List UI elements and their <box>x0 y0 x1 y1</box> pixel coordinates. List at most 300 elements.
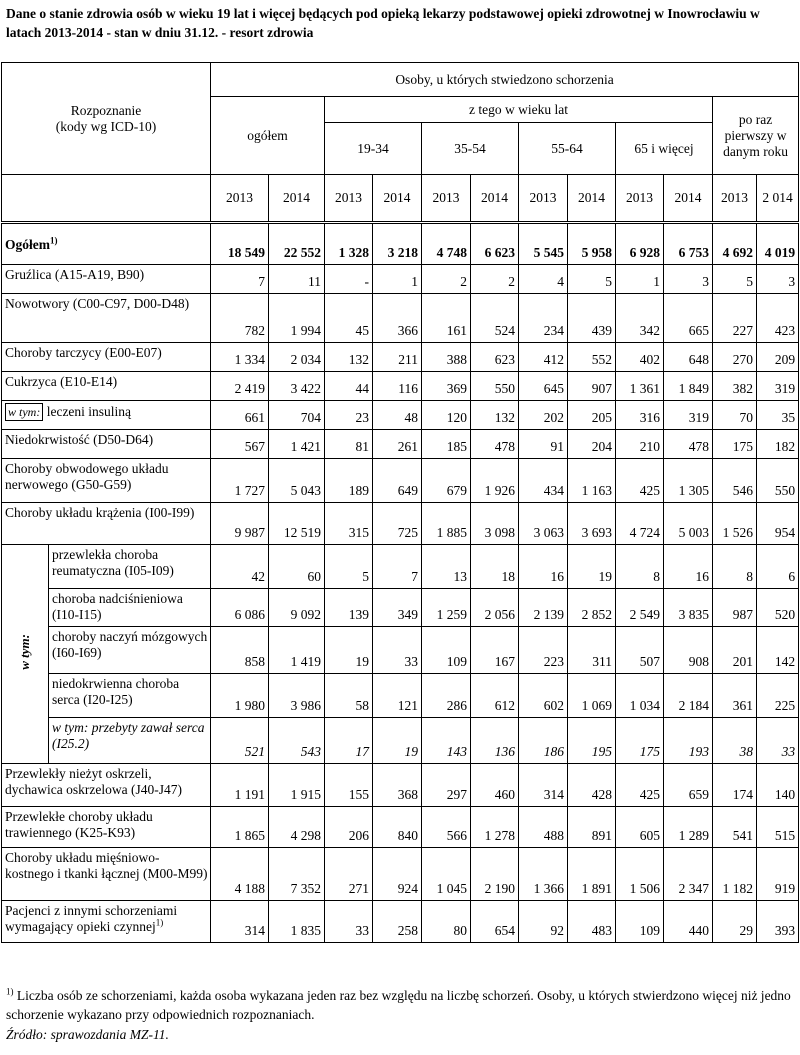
table-cell: 439 <box>568 294 616 343</box>
table-cell: 478 <box>664 430 713 459</box>
table-cell: 1 926 <box>471 459 519 503</box>
row-label-text: Przewlekłe choroby układu trawiennego (K25-K93) <box>5 809 153 840</box>
table-cell: 659 <box>664 764 713 807</box>
table-cell: 908 <box>664 627 713 674</box>
table-cell: 368 <box>373 764 422 807</box>
table-cell: 2 190 <box>471 848 519 901</box>
table-cell: 1 191 <box>211 764 269 807</box>
table-cell: 204 <box>568 430 616 459</box>
table-cell: 402 <box>616 343 664 372</box>
table-cell: 840 <box>373 807 422 848</box>
table-cell: 19 <box>373 718 422 764</box>
table-cell: 8 <box>713 545 757 589</box>
table-cell: 19 <box>568 545 616 589</box>
table-cell: 297 <box>422 764 471 807</box>
table-cell: 227 <box>713 294 757 343</box>
table-cell: 1 526 <box>713 503 757 545</box>
row-label <box>2 459 211 503</box>
header-poraz: po raz pierwszy w danym roku <box>713 97 799 175</box>
table-cell: 3 098 <box>471 503 519 545</box>
table-cell: 132 <box>471 401 519 430</box>
table-cell: 205 <box>568 401 616 430</box>
table-cell: 858 <box>211 627 269 674</box>
row-label-text: Choroby tarczycy (E00-E07) <box>5 345 162 360</box>
table-row <box>2 674 799 718</box>
table-cell: 648 <box>664 343 713 372</box>
table-cell: 661 <box>211 401 269 430</box>
table-cell: 704 <box>269 401 325 430</box>
table-cell: 140 <box>757 764 799 807</box>
table-cell: 315 <box>325 503 373 545</box>
table-cell: 2 347 <box>664 848 713 901</box>
table-cell: 349 <box>373 589 422 627</box>
table-cell: 6 <box>757 545 799 589</box>
table-cell: 2 <box>422 265 471 294</box>
table-cell: 440 <box>664 901 713 943</box>
row-label <box>49 545 211 589</box>
table-cell: 225 <box>757 674 799 718</box>
table-cell: 5 <box>325 545 373 589</box>
year-header: 2013 <box>422 175 471 223</box>
table-cell: 209 <box>757 343 799 372</box>
table-cell: 6 928 <box>616 223 664 265</box>
table-cell: 271 <box>325 848 373 901</box>
table-cell: 16 <box>664 545 713 589</box>
table-cell: 223 <box>519 627 568 674</box>
table-cell: 907 <box>568 372 616 401</box>
row-label <box>2 223 211 265</box>
year-header: 2013 <box>325 175 373 223</box>
table-cell: 423 <box>757 294 799 343</box>
health-data-table <box>1 62 799 943</box>
table-cell: 3 835 <box>664 589 713 627</box>
table-cell: 1 366 <box>519 848 568 901</box>
table-cell: 18 549 <box>211 223 269 265</box>
table-cell: 314 <box>519 764 568 807</box>
table-cell: 261 <box>373 430 422 459</box>
table-cell: 566 <box>422 807 471 848</box>
table-cell: 33 <box>325 901 373 943</box>
table-cell: 2 139 <box>519 589 568 627</box>
table-cell: 460 <box>471 764 519 807</box>
table-cell: 1 259 <box>422 589 471 627</box>
table-cell: 602 <box>519 674 568 718</box>
row-label <box>2 265 211 294</box>
row-label-text: Choroby układu krążenia (I00-I99) <box>5 505 195 520</box>
row-label-text: w tym: przebyty zawał serca (I25.2) <box>52 720 205 751</box>
table-cell: 234 <box>519 294 568 343</box>
table-cell: 45 <box>325 294 373 343</box>
table-cell: 22 552 <box>269 223 325 265</box>
header-rozpoznanie-label: Rozpoznanie <box>70 102 142 118</box>
table-cell: 5 <box>568 265 616 294</box>
row-label <box>2 901 211 943</box>
table-cell: 1 <box>616 265 664 294</box>
row-label <box>2 372 211 401</box>
table-row <box>2 764 799 807</box>
table-cell: 286 <box>422 674 471 718</box>
table-cell: 1 891 <box>568 848 616 901</box>
year-header: 2014 <box>269 175 325 223</box>
table-cell: 2 549 <box>616 589 664 627</box>
table-cell: 92 <box>519 901 568 943</box>
year-header: 2014 <box>568 175 616 223</box>
table-cell: 35 <box>757 401 799 430</box>
header-ogolem: ogółem <box>211 97 325 175</box>
table-cell: 139 <box>325 589 373 627</box>
table-cell: 546 <box>713 459 757 503</box>
year-header: 2014 <box>664 175 713 223</box>
table-cell: 16 <box>519 545 568 589</box>
table-cell: 550 <box>471 372 519 401</box>
table-cell: 81 <box>325 430 373 459</box>
table-cell: 654 <box>471 901 519 943</box>
table-cell: 2 184 <box>664 674 713 718</box>
table-cell: 521 <box>211 718 269 764</box>
table-cell: 80 <box>422 901 471 943</box>
table-row <box>2 545 799 589</box>
table-cell: 5 <box>713 265 757 294</box>
table-cell: 425 <box>616 459 664 503</box>
page-title: Dane o stanie zdrowia osób w wieku 19 lat i więcej będących pod opieką lekarzy podstawowej opieki zdrowotnej w Inowrocławiu w latach 2013-2014 - stan w dniu 31.12. - resort zdrowia <box>6 6 760 40</box>
table-cell: 541 <box>713 807 757 848</box>
table-cell: 202 <box>519 401 568 430</box>
table-cell: 393 <box>757 901 799 943</box>
table-cell: 186 <box>519 718 568 764</box>
table-cell: 1 421 <box>269 430 325 459</box>
row-label-text: Nowotwory (C00-C97, D00-D48) <box>5 296 190 311</box>
row-label-text: Pacjenci z innymi schorzeniami wymagający opieki czynnej <box>5 903 178 934</box>
footnote-ref: 1) <box>50 235 58 246</box>
table-cell: 520 <box>757 589 799 627</box>
table-cell: 4 748 <box>422 223 471 265</box>
table-row <box>2 294 799 343</box>
table-row <box>2 223 799 265</box>
table-row <box>2 372 799 401</box>
table-cell: 1 278 <box>471 807 519 848</box>
table-cell: 366 <box>373 294 422 343</box>
row-label <box>49 589 211 627</box>
table-cell: 311 <box>568 627 616 674</box>
row-label <box>49 674 211 718</box>
table-cell: 605 <box>616 807 664 848</box>
table-cell: 60 <box>269 545 325 589</box>
year-header: 2014 <box>471 175 519 223</box>
year-header: 2013 <box>211 175 269 223</box>
wtym-prefix: w tym: <box>5 403 43 421</box>
table-cell: 342 <box>616 294 664 343</box>
table-cell: 3 693 <box>568 503 616 545</box>
table-cell: 924 <box>373 848 422 901</box>
table-cell: 665 <box>664 294 713 343</box>
table-cell: 136 <box>471 718 519 764</box>
table-cell: 382 <box>713 372 757 401</box>
table-cell: 1 506 <box>616 848 664 901</box>
table-cell: 132 <box>325 343 373 372</box>
table-cell: 201 <box>713 627 757 674</box>
table-cell: 270 <box>713 343 757 372</box>
table-cell: 19 <box>325 627 373 674</box>
table-cell: 206 <box>325 807 373 848</box>
table-cell: 388 <box>422 343 471 372</box>
table-cell: 120 <box>422 401 471 430</box>
table-cell: 9 092 <box>269 589 325 627</box>
table-cell: 1 163 <box>568 459 616 503</box>
table-cell: 612 <box>471 674 519 718</box>
header-age-19-34: 19-34 <box>325 123 422 175</box>
table-cell: 109 <box>422 627 471 674</box>
header-age-65-plus: 65 i więcej <box>616 123 713 175</box>
footnote-ref: 1) <box>155 917 164 928</box>
table-cell: 4 724 <box>616 503 664 545</box>
table-cell: 524 <box>471 294 519 343</box>
year-header: 2014 <box>373 175 422 223</box>
table-cell: 919 <box>757 848 799 901</box>
table-cell: 1 305 <box>664 459 713 503</box>
table-row <box>2 901 799 943</box>
table-cell: 782 <box>211 294 269 343</box>
table-row <box>2 401 799 430</box>
row-label-text: Gruźlica (A15-A19, B90) <box>5 267 145 282</box>
table-cell: 1 182 <box>713 848 757 901</box>
table-cell: 314 <box>211 901 269 943</box>
table-cell: 483 <box>568 901 616 943</box>
table-cell: 369 <box>422 372 471 401</box>
row-label-text: Niedokrwistość (D50-D64) <box>5 432 154 447</box>
table-cell: 649 <box>373 459 422 503</box>
row-label-text: niedokrwienna choroba serca (I20-I25) <box>52 676 180 707</box>
table-cell: 6 753 <box>664 223 713 265</box>
table-cell: 48 <box>373 401 422 430</box>
header-osoby: Osoby, u których stwiedzono schorzenia <box>211 63 799 97</box>
table-cell: 2 056 <box>471 589 519 627</box>
table-cell: 543 <box>269 718 325 764</box>
table-body <box>2 223 799 943</box>
header-blank <box>2 175 211 223</box>
year-header: 2013 <box>519 175 568 223</box>
years-row <box>2 175 799 223</box>
wtym-group-cell <box>2 545 49 764</box>
row-label-text: Choroby układu mięśniowo-kostnego i tkanki łącznej (M00-M99) <box>5 850 208 881</box>
table-cell: 1 885 <box>422 503 471 545</box>
header-age-35-54: 35-54 <box>422 123 519 175</box>
table-row <box>2 430 799 459</box>
header-kody-label: (kody wg ICD-10) <box>55 118 157 134</box>
year-header: 2 014 <box>757 175 799 223</box>
table-row <box>2 459 799 503</box>
table-cell: 44 <box>325 372 373 401</box>
table-cell: 211 <box>373 343 422 372</box>
table-cell: 189 <box>325 459 373 503</box>
table-cell: 258 <box>373 901 422 943</box>
table-cell: 12 519 <box>269 503 325 545</box>
table-cell: 478 <box>471 430 519 459</box>
table-row <box>2 718 799 764</box>
table-cell: 2 034 <box>269 343 325 372</box>
table-cell: 185 <box>422 430 471 459</box>
table-cell: 5 958 <box>568 223 616 265</box>
header-ztego: z tego w wieku lat <box>325 97 713 123</box>
table-cell: 1 <box>373 265 422 294</box>
footnote <box>6 986 796 1024</box>
row-label <box>2 430 211 459</box>
table-cell: 11 <box>269 265 325 294</box>
wtym-vertical-label: w tym: <box>17 634 32 670</box>
table-cell: 645 <box>519 372 568 401</box>
table-cell: 17 <box>325 718 373 764</box>
table-cell: 29 <box>713 901 757 943</box>
table-cell: 515 <box>757 807 799 848</box>
table-cell: 7 <box>211 265 269 294</box>
row-label-text: Przewlekły nieżyt oskrzeli, dychawica oskrzelowa (J40-J47) <box>5 766 182 797</box>
source-note: Źródło: sprawozdania MZ-11. <box>6 1027 169 1042</box>
table-cell: 1 069 <box>568 674 616 718</box>
table-row <box>2 589 799 627</box>
table-row <box>2 265 799 294</box>
table-cell: 316 <box>616 401 664 430</box>
table-cell: 623 <box>471 343 519 372</box>
table-cell: 987 <box>713 589 757 627</box>
table-cell: 210 <box>616 430 664 459</box>
row-label <box>2 848 211 901</box>
table-cell: 38 <box>713 718 757 764</box>
table-cell: 4 019 <box>757 223 799 265</box>
year-header: 2013 <box>616 175 664 223</box>
table-cell: 91 <box>519 430 568 459</box>
table-cell: 319 <box>664 401 713 430</box>
table-cell: 5 003 <box>664 503 713 545</box>
footnote-marker: 1) <box>6 986 14 997</box>
table-cell: 109 <box>616 901 664 943</box>
table-cell: 434 <box>519 459 568 503</box>
table-cell: 5 545 <box>519 223 568 265</box>
table-cell: 143 <box>422 718 471 764</box>
footnote-text: Liczba osób ze schorzeniami, każda osoba wykazana jeden raz bez względu na liczbę schorzeń. Osoby, u których stwierdzono więcej niż jedno schorzenie wykazano przy odpowiednich rozpoznaniach. <box>6 988 791 1022</box>
table-cell: 5 043 <box>269 459 325 503</box>
table-cell: 1 419 <box>269 627 325 674</box>
table-cell: 428 <box>568 764 616 807</box>
table-cell: 488 <box>519 807 568 848</box>
table-cell: 3 <box>664 265 713 294</box>
table-cell: 1 980 <box>211 674 269 718</box>
table-cell: 8 <box>616 545 664 589</box>
table-cell: 4 692 <box>713 223 757 265</box>
table-cell: 2 <box>471 265 519 294</box>
table-cell: 42 <box>211 545 269 589</box>
table-cell: 7 352 <box>269 848 325 901</box>
row-label-text: Choroby obwodowego układu nerwowego (G50-G59) <box>5 461 169 492</box>
row-label <box>2 503 211 545</box>
row-label-text: choroby naczyń mózgowych (I60-I69) <box>52 629 208 660</box>
table-cell: 18 <box>471 545 519 589</box>
table-cell: 4 298 <box>269 807 325 848</box>
table-cell: 3 986 <box>269 674 325 718</box>
table-cell: 174 <box>713 764 757 807</box>
table-cell: 412 <box>519 343 568 372</box>
table-cell: 567 <box>211 430 269 459</box>
table-cell: 1 865 <box>211 807 269 848</box>
table-cell: 1 034 <box>616 674 664 718</box>
table-cell: 70 <box>713 401 757 430</box>
row-label-text: choroba nadciśnieniowa (I10-I15) <box>52 591 183 622</box>
table-cell: 121 <box>373 674 422 718</box>
row-label-text: Ogółem <box>5 237 50 252</box>
table-cell: 550 <box>757 459 799 503</box>
row-label <box>2 401 211 430</box>
table-cell: 1 045 <box>422 848 471 901</box>
row-label <box>49 627 211 674</box>
table-cell: 3 <box>757 265 799 294</box>
table-row <box>2 627 799 674</box>
header-age-55-64: 55-64 <box>519 123 616 175</box>
table-cell: 361 <box>713 674 757 718</box>
table-cell: 33 <box>757 718 799 764</box>
table-cell: 1 361 <box>616 372 664 401</box>
table-cell: 1 849 <box>664 372 713 401</box>
table-cell: 1 289 <box>664 807 713 848</box>
table-cell: 1 334 <box>211 343 269 372</box>
table-cell: 155 <box>325 764 373 807</box>
header-rozpoznanie <box>2 63 211 175</box>
table-cell: 425 <box>616 764 664 807</box>
table-cell: - <box>325 265 373 294</box>
table-cell: 319 <box>757 372 799 401</box>
table-cell: 1 994 <box>269 294 325 343</box>
table-cell: 1 727 <box>211 459 269 503</box>
table-cell: 6 623 <box>471 223 519 265</box>
table-cell: 2 419 <box>211 372 269 401</box>
table-cell: 167 <box>471 627 519 674</box>
table-row <box>2 848 799 901</box>
year-header: 2013 <box>713 175 757 223</box>
table-cell: 13 <box>422 545 471 589</box>
table-cell: 9 987 <box>211 503 269 545</box>
table-cell: 1 328 <box>325 223 373 265</box>
table-cell: 954 <box>757 503 799 545</box>
table-row <box>2 807 799 848</box>
table-cell: 6 086 <box>211 589 269 627</box>
row-label-text: leczeni insuliną <box>46 404 132 419</box>
table-cell: 725 <box>373 503 422 545</box>
row-label <box>2 764 211 807</box>
table-cell: 891 <box>568 807 616 848</box>
row-label <box>2 807 211 848</box>
table-cell: 7 <box>373 545 422 589</box>
table-cell: 2 852 <box>568 589 616 627</box>
table-cell: 3 218 <box>373 223 422 265</box>
table-cell: 4 188 <box>211 848 269 901</box>
table-cell: 142 <box>757 627 799 674</box>
table-row <box>2 343 799 372</box>
table-cell: 175 <box>616 718 664 764</box>
row-label <box>2 294 211 343</box>
table-cell: 175 <box>713 430 757 459</box>
row-label-text: Cukrzyca (E10-E14) <box>5 374 118 389</box>
table-cell: 507 <box>616 627 664 674</box>
row-label-text: przewlekła choroba reumatyczna (I05-I09) <box>52 547 174 578</box>
table-cell: 33 <box>373 627 422 674</box>
table-cell: 161 <box>422 294 471 343</box>
table-cell: 23 <box>325 401 373 430</box>
table-cell: 4 <box>519 265 568 294</box>
table-cell: 116 <box>373 372 422 401</box>
table-cell: 1 835 <box>269 901 325 943</box>
table-cell: 679 <box>422 459 471 503</box>
table-cell: 58 <box>325 674 373 718</box>
table-row <box>2 503 799 545</box>
table-cell: 195 <box>568 718 616 764</box>
row-label <box>2 343 211 372</box>
